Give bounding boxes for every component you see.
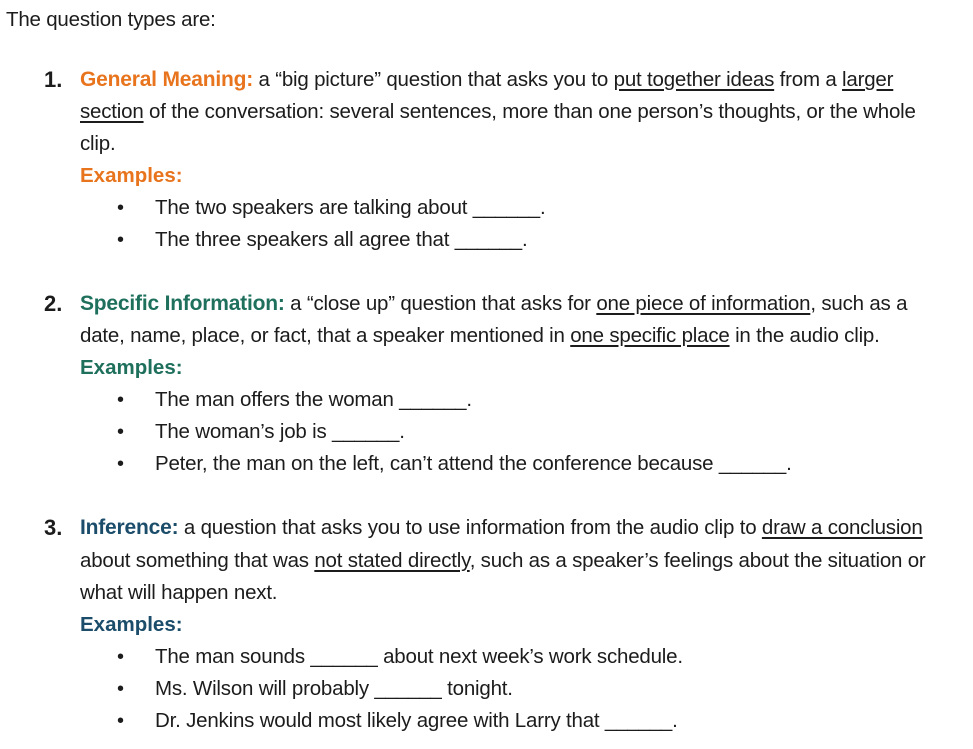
- section-line-1: [80, 288, 907, 320]
- underlined-phrase: not stated directly: [314, 549, 470, 572]
- list-item: The woman’s job is ______.: [155, 420, 405, 443]
- bullet-icon: •: [117, 646, 125, 668]
- intro-text: The question types are:: [6, 8, 216, 31]
- text-span: a “big picture” question that asks you to: [253, 68, 614, 91]
- section-line-3: what will happen next.: [80, 581, 278, 604]
- examples-label: Examples:: [80, 356, 183, 379]
- section-number: 1.: [44, 67, 63, 92]
- underlined-phrase: section: [80, 100, 144, 123]
- section-line-2: [80, 545, 926, 577]
- underlined-phrase: one specific place: [570, 324, 730, 347]
- text-span: , such as a: [810, 292, 908, 315]
- text-span: in the audio clip.: [729, 324, 880, 347]
- list-item: The man sounds ______ about next week’s work schedule.: [155, 645, 683, 668]
- list-item: Dr. Jenkins would most likely agree with Larry that ______.: [155, 709, 678, 732]
- section-number: 3.: [44, 515, 63, 540]
- examples-label: Examples:: [80, 164, 183, 187]
- section-line-1: [80, 64, 893, 96]
- underlined-phrase: draw a conclusion: [761, 516, 923, 539]
- bullet-icon: •: [117, 229, 125, 251]
- list-item: The three speakers all agree that ______.: [155, 228, 528, 251]
- text-span: a question that asks you to use information from the audio clip to: [178, 516, 762, 539]
- text-span: about something that was: [80, 549, 315, 572]
- text-span: from a: [774, 68, 843, 91]
- text-span: of the conversation: several sentences, more than one person’s thoughts, or the whole: [143, 100, 916, 123]
- bullet-icon: •: [117, 710, 125, 732]
- bullet-icon: •: [117, 197, 125, 219]
- section-line-2: [80, 320, 880, 352]
- underlined-phrase: one piece of information: [596, 292, 811, 315]
- section-line-2: [80, 96, 916, 128]
- list-item: The two speakers are talking about ______.: [155, 196, 546, 219]
- underlined-phrase: put together ideas: [613, 68, 775, 91]
- list-item: Peter, the man on the left, can’t attend the conference because ______.: [155, 452, 792, 475]
- text-span: a “close up” question that asks for: [284, 292, 597, 315]
- section-term: Specific Information:: [80, 292, 285, 315]
- list-item: Ms. Wilson will probably ______ tonight.: [155, 677, 513, 700]
- bullet-icon: •: [117, 678, 125, 700]
- section-term: Inference:: [80, 516, 179, 539]
- bullet-icon: •: [117, 389, 125, 411]
- section-line-3: clip.: [80, 132, 116, 155]
- section-term: General Meaning:: [80, 68, 254, 91]
- examples-label: Examples:: [80, 613, 183, 636]
- text-span: , such as a speaker’s feelings about the situation or: [469, 549, 926, 572]
- section-number: 2.: [44, 291, 63, 316]
- section-line-1: [80, 512, 923, 544]
- bullet-icon: •: [117, 453, 125, 475]
- text-span: date, name, place, or fact, that a speaker mentioned in: [80, 324, 571, 347]
- bullet-icon: •: [117, 421, 125, 443]
- underlined-phrase: larger: [842, 68, 894, 91]
- list-item: The man offers the woman ______.: [155, 388, 472, 411]
